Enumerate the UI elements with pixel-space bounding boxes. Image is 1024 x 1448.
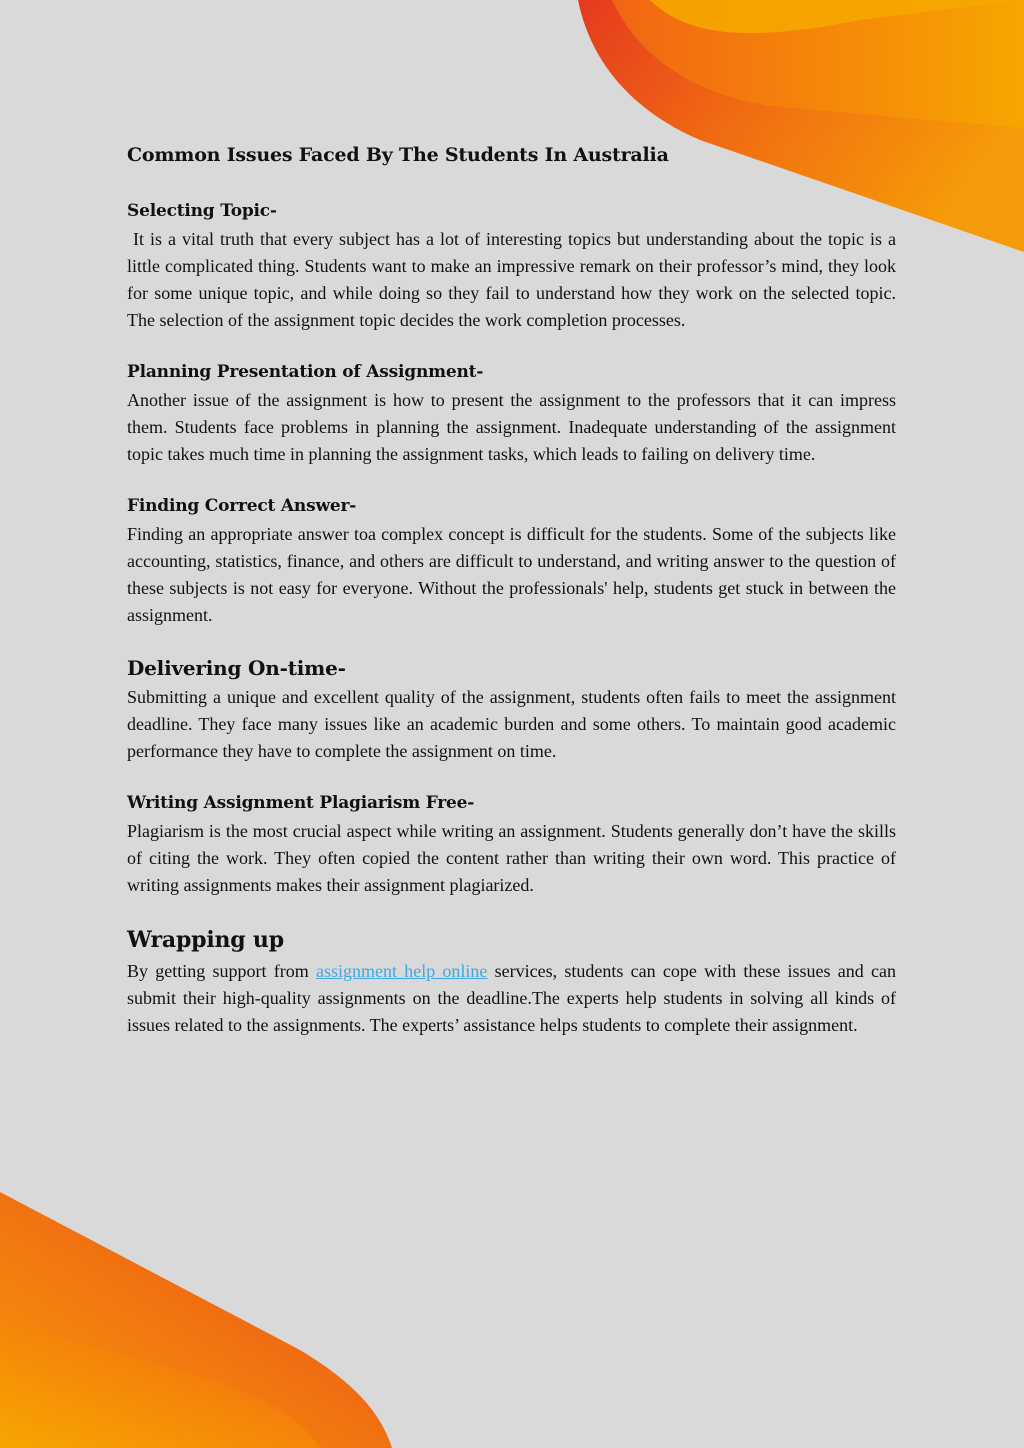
- section-heading: Finding Correct Answer-: [127, 496, 357, 516]
- section-heading: Planning Presentation of Assignment-: [127, 362, 484, 382]
- section-body: It is a vital truth that every subject has a lot of interesting topics but understanding about the topic is a little complicated thing. Students want to make an impressive remark on their professor’s mind, they look for some unique topic, and while doing so they fail to understand how they work on the selected topic. The selection of the assignment topic decides the work completion processes.: [127, 229, 901, 330]
- section-body: [127, 958, 901, 1039]
- section-finding-correct-answer: [127, 493, 896, 629]
- section-plagiarism-free: [127, 790, 896, 899]
- section-heading: Writing Assignment Plagiarism Free-: [127, 793, 475, 813]
- section-heading: Selecting Topic-: [127, 201, 277, 221]
- section-planning-presentation: [127, 359, 896, 468]
- section-body: Submitting a unique and excellent quality of the assignment, students often fails to meet the assignment deadline. They face many issues like an academic burden and some others. To maintain good academic performance they have to complete the assignment on time.: [127, 687, 896, 761]
- section-selecting-topic: [127, 198, 901, 334]
- section-body: Finding an appropriate answer toa complex concept is difficult for the students. Some of the subjects like accounting, statistics, finance, and others are difficult to understand, and writing answer to the question of these subjects is not easy for everyone. Without the professionals' help, students get stuck in between the assignment.: [127, 524, 896, 625]
- wrap-up-text-before-link: By getting support from: [127, 961, 316, 981]
- section-wrapping-up: [127, 924, 901, 1039]
- section-delivering-on-time: [127, 654, 896, 765]
- section-body: Another issue of the assignment is how to present the assignment to the professors that it can impress them. Students face problems in planning the assignment. Inadequate understanding of the assignment topic takes much time in planning the assignment tasks, which leads to failing on delivery time.: [127, 390, 896, 464]
- document-content: [127, 140, 901, 1064]
- wrap-up-text-after-link: services, students can cope with these issues and can submit their high-quality assignments on the deadline.The experts help students in solving all kinds of issues related to the assignments. The experts’ assistance helps students to complete their assignment.: [127, 961, 901, 1035]
- section-body: Plagiarism is the most crucial aspect while writing an assignment. Students generally don’t have the skills of citing the work. They often copied the content rather than writing their own word. This practice of writing assignments makes their assignment plagiarized.: [127, 821, 896, 895]
- assignment-help-link[interactable]: assignment help online: [315, 961, 488, 981]
- section-heading: Delivering On-time-: [127, 656, 346, 680]
- document-title: Common Issues Faced By The Students In Australia: [127, 144, 669, 166]
- section-heading: Wrapping up: [127, 927, 284, 953]
